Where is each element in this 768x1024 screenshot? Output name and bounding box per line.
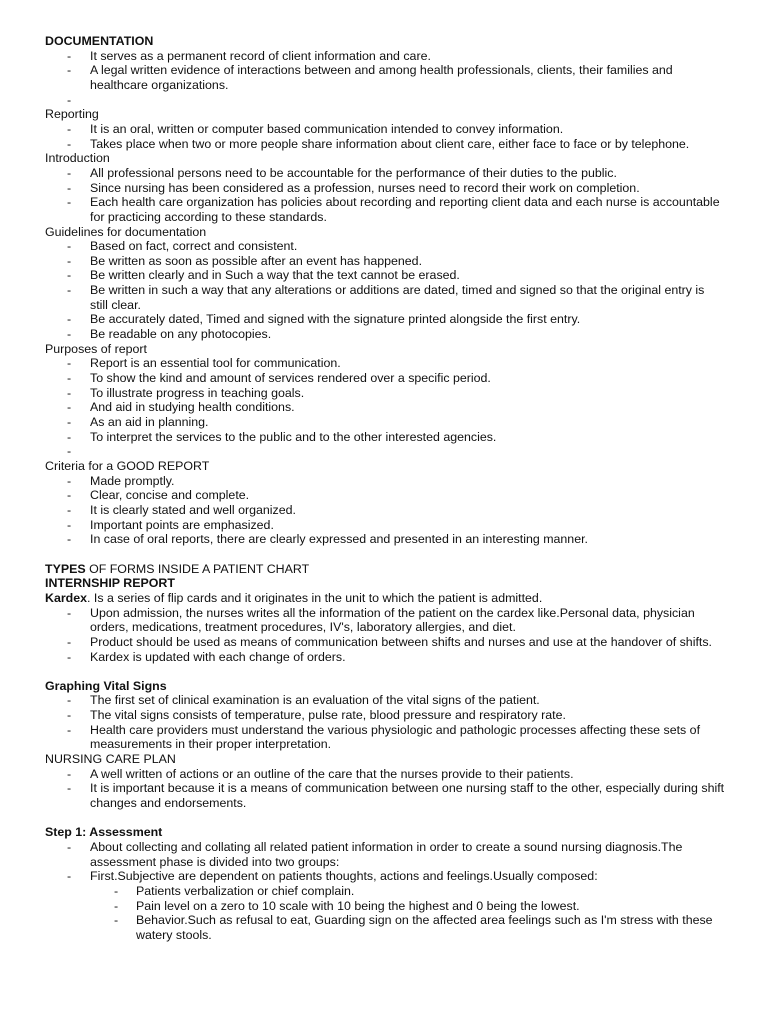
section-heading-reporting: Reporting <box>45 107 99 122</box>
list-item: - Be written as soon as possible after an event has happened. <box>45 254 725 269</box>
section-heading-care-plan: NURSING CARE PLAN <box>45 752 176 767</box>
list-item: - The vital signs consists of temperature, pulse rate, blood pressure and respiratory rate. <box>45 708 725 723</box>
list-item: - As an aid in planning. <box>45 415 725 430</box>
guidelines-list <box>45 239 725 342</box>
sub-list-item: - Behavior.Such as refusal to eat, Guarding sign on the affected area feelings such as I'm stress with these watery stools. <box>45 913 725 942</box>
section-heading-documentation: DOCUMENTATION <box>45 34 154 48</box>
list-item: - It is an oral, written or computer based communication intended to convey information. <box>45 122 725 137</box>
list-item: - It serves as a permanent record of client information and care. <box>45 49 725 64</box>
list-item: - Important points are emphasized. <box>45 518 725 533</box>
document-page <box>45 34 725 943</box>
list-item: - Health care providers must understand the various physiologic and pathologic processes affecting these sets of measurements in their proper interpretation. <box>45 723 725 752</box>
introduction-list <box>45 166 725 225</box>
section-heading-guidelines: Guidelines for documentation <box>45 224 207 239</box>
section-heading-criteria: Criteria for a GOOD REPORT <box>45 459 210 473</box>
list-item: - Be written clearly and in Such a way that the text cannot be erased. <box>45 268 725 283</box>
reporting-list <box>45 122 725 151</box>
kardex-label: Kardex <box>45 590 88 605</box>
list-item: - Made promptly. <box>45 474 725 489</box>
list-item: - In case of oral reports, there are clearly expressed and presented in an interesting manner. <box>45 532 725 547</box>
list-item: - Product should be used as means of communication between shifts and nurses and use at the handover of shifts. <box>45 635 725 650</box>
list-item: - To interpret the services to the public and to the other interested agencies. <box>45 430 725 445</box>
section-heading-introduction: Introduction <box>45 151 110 166</box>
purposes-list <box>45 356 725 459</box>
list-item: - And aid in studying health conditions. <box>45 400 725 415</box>
documentation-list <box>45 49 725 108</box>
assessment-list <box>45 840 725 943</box>
list-item: - Upon admission, the nurses writes all the information of the patient on the cardex like.Personal data, physician orders, medications, treatment procedures, IV's, laboratory allergies, and diet. <box>45 606 725 635</box>
sub-list-item: - Patients verbalization or chief complain. <box>45 884 725 899</box>
list-item: - Kardex is updated with each change of orders. <box>45 650 725 665</box>
list-item: - A legal written evidence of interactions between and among health professionals, clients, their families and healthcare organizations. <box>45 63 725 92</box>
kardex-intro-text: . Is a series of flip cards and it originates in the unit to which the patient is admitted. <box>87 590 543 605</box>
list-item: - Be readable on any photocopies. <box>45 327 725 342</box>
list-item: - First.Subjective are dependent on patients thoughts, actions and feelings.Usually composed: <box>45 869 725 884</box>
section-heading-internship: INTERNSHIP REPORT <box>45 576 175 591</box>
list-item: - Since nursing has been considered as a profession, nurses need to record their work on completion. <box>45 181 725 196</box>
list-item: - Report is an essential tool for communication. <box>45 356 725 371</box>
section-heading-purposes: Purposes of report <box>45 341 147 356</box>
empty-list-item <box>45 444 725 459</box>
list-item: - Be written in such a way that any alterations or additions are dated, timed and signed so that the original entry is still clear. <box>45 283 725 312</box>
vital-signs-list <box>45 693 725 752</box>
list-item: - Be accurately dated, Timed and signed with the signature printed alongside the first entry. <box>45 312 725 327</box>
types-heading <box>45 562 725 577</box>
list-item: - All professional persons need to be accountable for the performance of their duties to the public. <box>45 166 725 181</box>
empty-list-item <box>45 93 725 108</box>
list-item: - Each health care organization has policies about recording and reporting client data and each nurse is accountable for practicing according to these standards. <box>45 195 725 224</box>
kardex-intro <box>45 591 725 606</box>
list-item: - It is important because it is a means of communication between one nursing staff to the other, especially during shift changes and endorsements. <box>45 781 725 810</box>
list-item: - A well written of actions or an outline of the care that the nurses provide to their patients. <box>45 767 725 782</box>
list-item: - The first set of clinical examination is an evaluation of the vital signs of the patient. <box>45 693 725 708</box>
list-item: - About collecting and collating all related patient information in order to create a sound nursing diagnosis.The assessment phase is divided into two groups: <box>45 840 725 869</box>
list-item: - Based on fact, correct and consistent. <box>45 239 725 254</box>
sub-list-item: - Pain level on a zero to 10 scale with 10 being the highest and 0 being the lowest. <box>45 899 725 914</box>
types-heading-bold: TYPES <box>45 561 86 576</box>
section-heading-vital-signs: Graphing Vital Signs <box>45 678 167 693</box>
kardex-list <box>45 606 725 665</box>
list-item: - Clear, concise and complete. <box>45 488 725 503</box>
list-item: - Takes place when two or more people share information about client care, either face to face or by telephone. <box>45 137 725 152</box>
types-heading-rest: OF FORMS INSIDE A PATIENT CHART <box>85 561 310 576</box>
list-item: - To show the kind and amount of services rendered over a specific period. <box>45 371 725 386</box>
section-heading-assessment: Step 1: Assessment <box>45 825 163 840</box>
care-plan-list <box>45 767 725 811</box>
list-item: - To illustrate progress in teaching goals. <box>45 386 725 401</box>
list-item: - It is clearly stated and well organized. <box>45 503 725 518</box>
criteria-list <box>45 474 725 547</box>
